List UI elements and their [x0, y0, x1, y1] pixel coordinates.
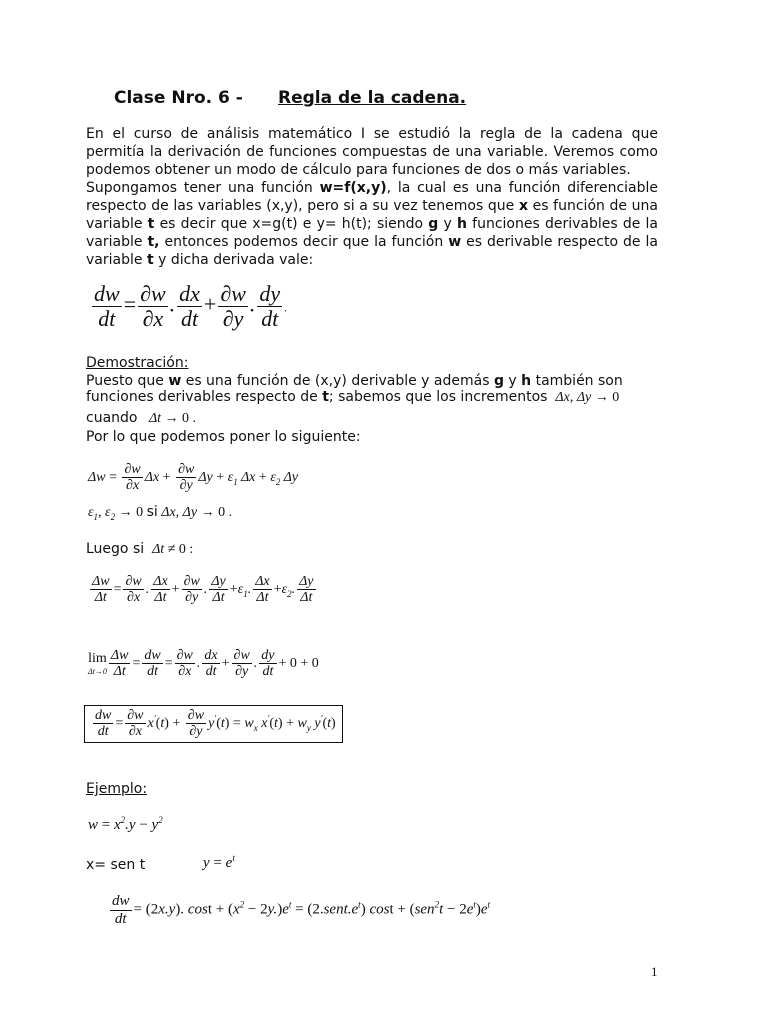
limit-formula: lim Δt→0 $\frac{\Delta w}{\Delta t}$ = $\frac{dw}{dt}$ = $\frac{\partial w}{\partial x}$ . $\frac{dx}{dt}$ + $\frac{\partial w}{\partial y}$ . $\frac{dy}{dt}$ + 0 + 0 [88, 648, 319, 680]
intro-paragraph-1 [86, 125, 658, 179]
demo-line-4: Por lo que podemos poner lo siguiente: [86, 429, 361, 445]
bold-var: t [147, 216, 155, 232]
bold-var: h [521, 373, 532, 389]
example-y: $y = e^t$ [203, 853, 235, 871]
bold-var: t, [147, 234, 160, 250]
delta-w-formula: Δw = $\frac{\partial w}{\partial x}$ Δx + $\frac{\partial w}{\partial y}$ $\Delta y + \varepsilon_1$ $\Delta x + \varepsilon_2$ Δy [88, 462, 299, 494]
demo-line-2: funciones derivables respecto de t; sabemos que los incrementos Δx, Δy → 0 [86, 389, 620, 405]
bold-var: g [428, 216, 439, 232]
intro-text: Supongamos tener una función [86, 180, 320, 196]
demo-text: también son [531, 373, 623, 389]
demo-text: Puesto que [86, 373, 169, 389]
bold-var: t [146, 252, 154, 268]
intro-text: es función de una variable [86, 198, 659, 232]
epsilon-condition: $\varepsilon_1$, $\varepsilon_2 \to 0$ si Δx, Δy → 0 . [88, 504, 233, 522]
intro-text: y dicha derivada vale: [153, 252, 314, 268]
intro-text-1: En el curso de análisis matemático I se estudió la regla de la cadena que permitía la derivación de funciones compuestas de una variable. Veremos como podemos obtener un modo de cálculo para funciones de dos o más variables. [86, 126, 658, 178]
demo-text: Luego si [86, 541, 145, 557]
intro-paragraph-2 [86, 179, 658, 269]
demo-title: Demostración: [86, 355, 189, 371]
delta-w-over-delta-t: $\frac{\Delta w}{\Delta t}$ = $\frac{\partial w}{\partial x}$ . $\frac{\Delta x}{\Delta t}$ + $\frac{\partial w}{\partial y}$ . $\frac{\Delta y}{\Delta t}$ $+\varepsilon_1$. $\frac{\Delta x}{\Delta t}$ $+\varepsilon_2$. $\frac{\Delta y}{\Delta t}$ [92, 574, 314, 606]
intro-text: y [438, 216, 457, 232]
demo-text: funciones derivables respecto de [86, 389, 323, 405]
function-definition: w=f(x,y) [319, 180, 387, 196]
boxed-result: $\frac{dw}{dt}$ = $\frac{\partial w}{\partial x}$ x'(t) + $\frac{\partial w}{\partial y}$ $y'(t) = w_x$ $x'(t) + w_y$ y'(t) [84, 705, 343, 743]
demo-line-1 [86, 373, 623, 389]
bold-var: x [518, 198, 528, 214]
luego-line: Luego si Δt ≠ 0 : [86, 541, 194, 557]
intro-text: es derivable respecto de la variable [86, 234, 658, 268]
example-w: $w = x^2.y - y^2$ [88, 815, 163, 833]
class-label: Clase Nro. 6 - [114, 88, 243, 108]
intro-text: funciones derivables de la variable [86, 216, 658, 250]
example-title: Ejemplo: [86, 781, 148, 797]
intro-text: entonces podemos decir que la función [159, 234, 449, 250]
example-x: x= sen t [86, 857, 146, 873]
example-derivative: $\frac{dw}{dt}$ = (2x.y). $\cos t + (x^2 - 2y.)e^t$ = $(2.sent.e^t) \cos t + (sen^2t - 2e^t)e^t$ [112, 893, 491, 927]
chain-rule-formula: $\frac{dw}{dt}$ = $\frac{\partial w}{\partial x}$ . $\frac{dx}{dt}$ + $\frac{\partial w}{\partial y}$ . $\frac{dy}{dt}$ . [94, 281, 288, 332]
bold-var: t [322, 389, 329, 405]
intro-text: es decir que x=g(t) e y= h(t); siendo [154, 216, 429, 232]
demo-line-3: cuando Δt → 0 . [86, 410, 197, 426]
bold-var: g [493, 373, 504, 389]
bold-var: w [168, 373, 182, 389]
page-number: 1 [651, 964, 658, 979]
demo-text: y [503, 373, 522, 389]
demo-text: es una función de (x,y) derivable y además [181, 373, 494, 389]
si-word: si [146, 504, 158, 520]
page-title: Regla de la cadena. [278, 88, 467, 108]
intro-text: , la cual es una función diferenciable respecto de las variables (x,y), pero si a su vez tenemos que [86, 180, 659, 214]
demo-text: cuando [86, 410, 138, 426]
bold-var: h [456, 216, 467, 232]
bold-var: w [448, 234, 462, 250]
demo-text: ; sabemos que los incrementos [328, 389, 548, 405]
